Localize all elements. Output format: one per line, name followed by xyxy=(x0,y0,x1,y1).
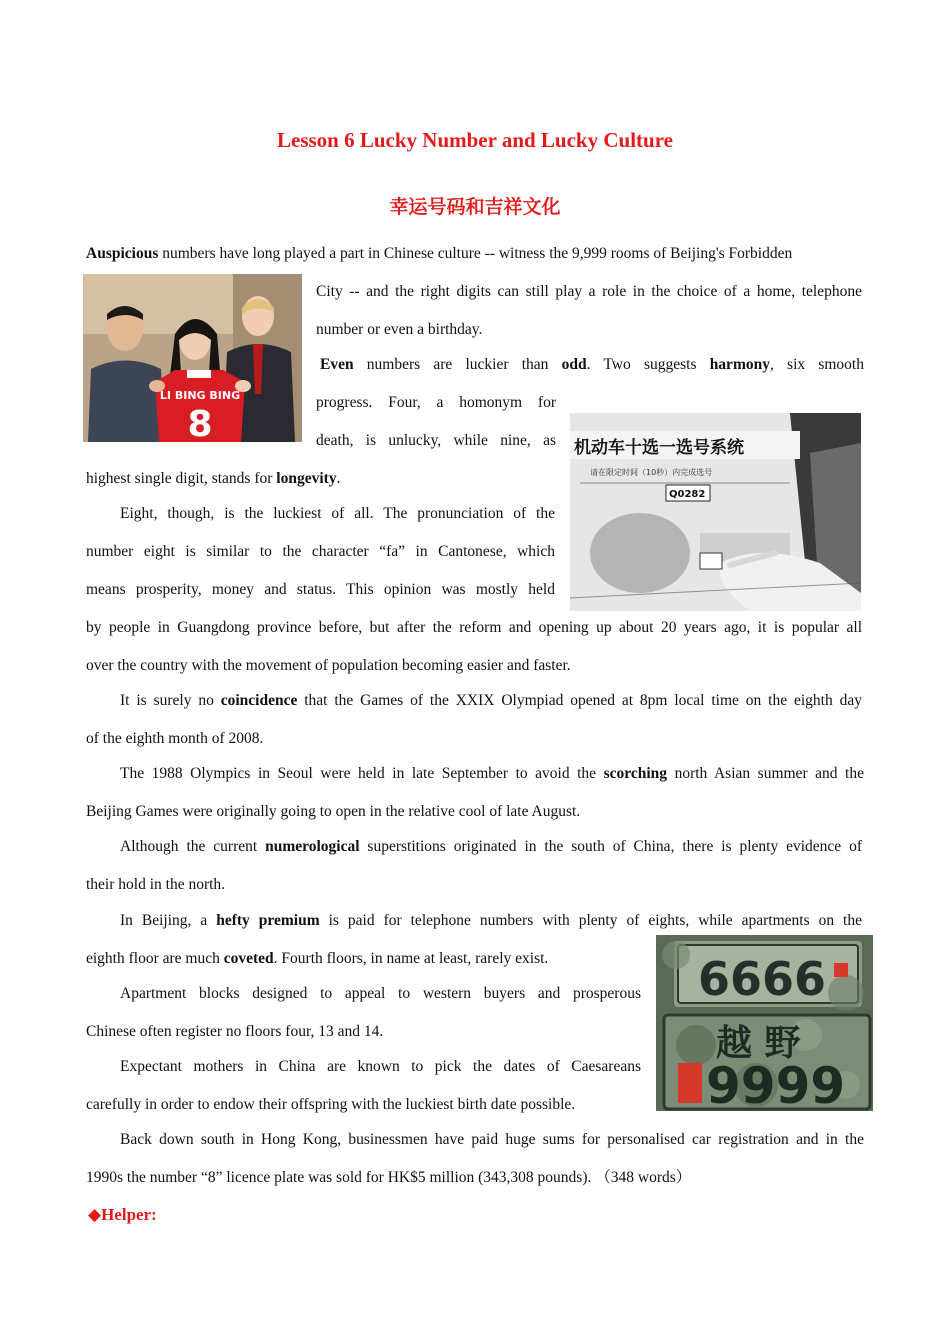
keyword-numerological: numerological xyxy=(265,838,360,855)
screen-subtext: 请在限定时间（10秒）内完成选号 xyxy=(590,468,713,477)
keyword-hefty-premium: hefty premium xyxy=(216,912,320,929)
p4-text-2: that the Games of the XXIX Olympiad opened at 8pm local time on the eighth day xyxy=(297,692,862,709)
p9-line2-text: carefully in order to endow their offspring with the luckiest birth date possible. xyxy=(86,1096,576,1113)
p7-text-1: In Beijing, a xyxy=(120,912,217,929)
p1-line2-text: City -- and the right digits can still play a role in the choice of a home, telephone xyxy=(316,283,862,300)
p3-line4-text: by people in Guangdong province before, but after the reform and opening up about 20 years ago, it is popular all xyxy=(86,619,862,636)
p9-line2 xyxy=(86,1095,575,1115)
p3-line2 xyxy=(86,542,555,562)
p4-line2 xyxy=(86,729,263,749)
jersey-number: 8 xyxy=(187,404,213,442)
plate-top-number: 6666 xyxy=(698,952,827,1006)
page-title: Lesson 6 Lucky Number and Lucky Culture xyxy=(277,128,673,152)
p2-line4 xyxy=(86,469,340,489)
keyword-scorching: scorching xyxy=(603,765,668,782)
p10-line1-text: Back down south in Hong Kong, businessmen have paid huge sums for personalised car registration and in the xyxy=(120,1131,864,1148)
plate-bottom-chars: 越 野 xyxy=(716,1023,801,1064)
p8-line1-text: Apartment blocks designed to appeal to western buyers and prosperous xyxy=(120,985,641,1002)
p8-line1 xyxy=(120,984,641,1004)
keyword-longevity: longevity xyxy=(276,470,337,487)
jersey-name: LI BING BING xyxy=(159,389,241,402)
p10-line1 xyxy=(120,1130,864,1150)
p6-text-1: Although the current xyxy=(120,838,266,855)
p1-line1-text: numbers have long played a part in Chinese culture -- witness the 9,999 rooms of Beijing's Forbidden xyxy=(158,245,793,262)
screen-header: 机动车十选一选号系统 xyxy=(574,438,744,458)
p3-line1-text: Eight, though, is the luckiest of all. The pronunciation of the xyxy=(120,505,555,522)
keyword-auspicious: Auspicious xyxy=(86,245,159,262)
p8-line2 xyxy=(86,1022,383,1042)
p3-line4 xyxy=(86,618,862,638)
p7-line1 xyxy=(120,911,862,931)
p2-line3-text: death, is unlucky, while nine, as xyxy=(316,432,556,449)
p3-line3-text: means prosperity, money and status. This opinion was mostly held xyxy=(86,581,555,598)
p2-line4-end: . xyxy=(336,470,341,487)
page-subtitle-chinese: 幸运号码和吉祥文化 xyxy=(389,196,561,218)
p2-text-2: . Two suggests xyxy=(586,356,710,373)
photo-jersey xyxy=(83,274,302,442)
p3-line5 xyxy=(86,656,571,676)
keyword-odd: odd xyxy=(561,356,587,373)
p9-line1-text: Expectant mothers in China are known to pick the dates of Caesareans xyxy=(120,1058,641,1075)
photo-jersey-graphic xyxy=(83,274,302,442)
p5-line2-text: Beijing Games were originally going to open in the relative cool of late August. xyxy=(86,803,581,820)
p4-line2-text: of the eighth month of 2008. xyxy=(86,730,264,747)
p7-line2-text: eighth floor are much xyxy=(86,950,224,967)
photo-license-plates xyxy=(656,935,873,1111)
p5-text-2: north Asian summer and the xyxy=(667,765,864,782)
p7-line2 xyxy=(86,949,548,969)
screen-plate: Q0282 xyxy=(669,489,706,500)
p6-text-2: superstitions originated in the south of China, there is plenty evidence of xyxy=(359,838,862,855)
p6-line2-text: their hold in the north. xyxy=(86,876,226,893)
p3-line3 xyxy=(86,580,555,600)
p9-line1 xyxy=(120,1057,641,1077)
keyword-harmony: harmony xyxy=(709,356,770,373)
keyword-coveted: coveted xyxy=(223,950,274,967)
p6-line2 xyxy=(86,875,225,895)
p1-line1 xyxy=(86,244,792,264)
keyword-coincidence: coincidence xyxy=(220,692,298,709)
photo-plate-selection-graphic xyxy=(570,413,861,611)
p3-line2-text: number eight is similar to the character “fa” in Cantonese, which xyxy=(86,543,555,560)
p10-line2-text: 1990s the number “8” licence plate was sold for HK$5 million (343,308 pounds). （348 words） xyxy=(86,1169,692,1186)
p5-text-1: The 1988 Olympics in Seoul were held in late September to avoid the xyxy=(120,765,604,782)
p1-line3 xyxy=(316,320,482,340)
photo-license-plates-graphic xyxy=(656,935,873,1111)
p2-line2-text: progress. Four, a homonym for xyxy=(316,394,556,411)
p10-line2 xyxy=(86,1168,691,1188)
p3-line1 xyxy=(120,504,555,524)
p1-line2 xyxy=(316,282,862,302)
p6-line1 xyxy=(120,837,862,857)
p3-line5-text: over the country with the movement of population becoming easier and faster. xyxy=(86,657,571,674)
p2-text-1: numbers are luckier than xyxy=(353,356,562,373)
p5-line1 xyxy=(120,764,864,784)
helper-heading: ◆Helper: xyxy=(88,1205,157,1224)
p7-line2-end: . Fourth floors, in name at least, rarely exist. xyxy=(273,950,549,967)
p7-text-2: is paid for telephone numbers with plenty of eights, while apartments on the xyxy=(319,912,862,929)
p8-line2-text: Chinese often register no floors four, 13 and 14. xyxy=(86,1023,384,1040)
keyword-even: Even xyxy=(320,356,354,373)
p2-line1 xyxy=(320,355,864,375)
p2-text-3: , six smooth xyxy=(769,356,864,373)
plate-bottom-number: 9999 xyxy=(706,1057,846,1111)
p2-line3 xyxy=(316,431,556,451)
p4-text-1: It is surely no xyxy=(120,692,221,709)
p1-line3-text: number or even a birthday. xyxy=(316,321,483,338)
photo-plate-selection xyxy=(570,413,861,611)
p4-line1 xyxy=(120,691,862,711)
p2-line2 xyxy=(316,393,556,413)
p5-line2 xyxy=(86,802,580,822)
p2-line4-text: highest single digit, stands for xyxy=(86,470,277,487)
